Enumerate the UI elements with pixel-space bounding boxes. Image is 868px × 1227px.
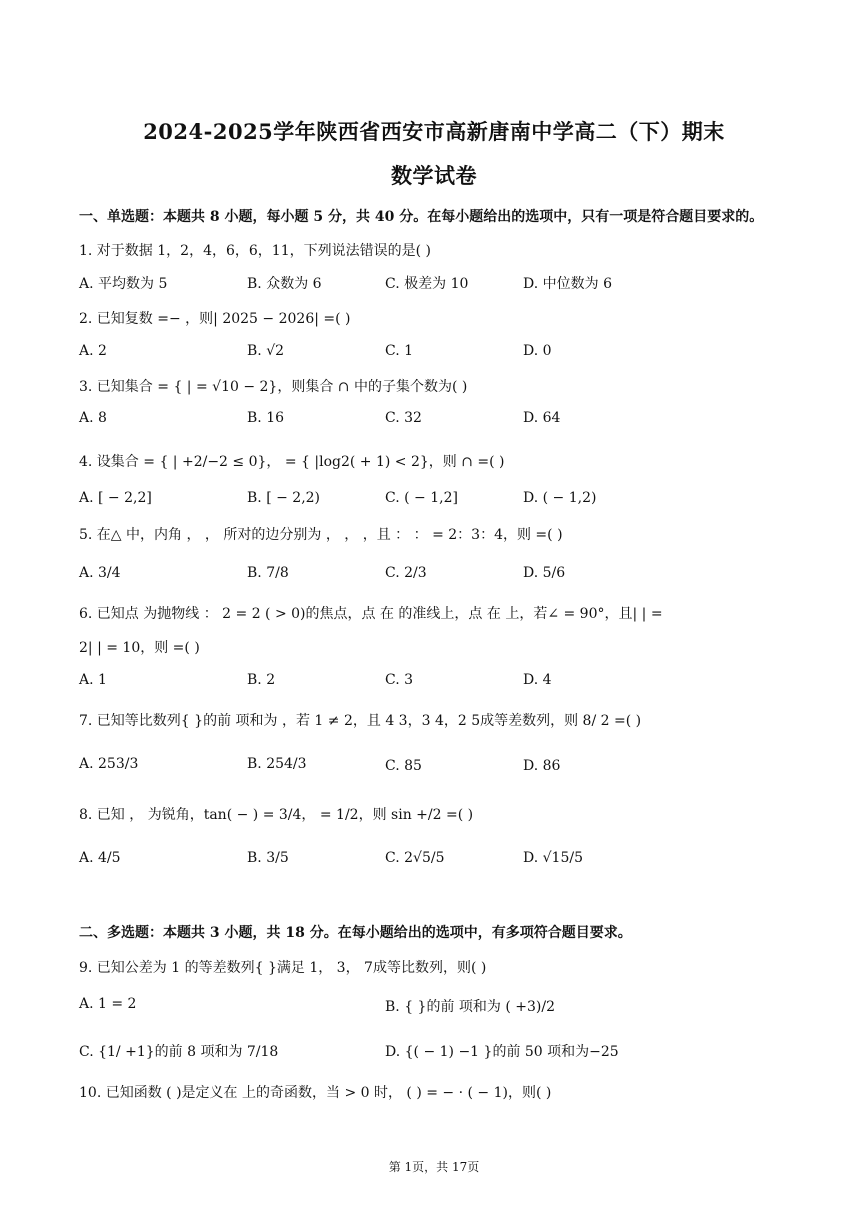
question-9-stem: 9. 已知公差为 1 的等差数列{ }满足 1， 3， 7成等比数列，则( ) [79, 960, 487, 976]
question-5-option-b: B. 7/8 [247, 565, 289, 581]
exam-title: 2024-2025学年陕西省西安市高新唐南中学高二（下）期末 [143, 119, 725, 144]
question-6-stem: 6. 已知点 为抛物线 ： 2 = 2 ( > 0)的焦点，点 在 的准线上，点 在 上，若∠ = 90°，且| | = [79, 606, 663, 622]
question-1-stem: 1. 对于数据 1，2，4，6，6，11，下列说法错误的是( ) [79, 243, 431, 259]
question-1-option-b: B. 众数为 6 [247, 276, 322, 292]
question-10-stem: 10. 已知函数 ( )是定义在 上的奇函数，当 > 0 时， ( ) = − · ( − 1)，则( ) [79, 1085, 552, 1101]
question-7-option-b: B. 254/3 [247, 756, 307, 772]
question-1-option-c: C. 极差为 10 [385, 276, 469, 292]
question-6-option-c: C. 3 [385, 672, 414, 688]
question-5-stem: 5. 在△ 中，内角 ， ， 所对的边分别为 ， ， ，且 ： ： = 2：3：4，则 =( ) [79, 527, 563, 543]
question-5-option-d: D. 5/6 [523, 565, 566, 581]
question-9-option-a: A. 1 = 2 [79, 996, 137, 1012]
section-heading-multiple-choice: 二、多选题：本题共 3 小题，共 18 分。在每小题给出的选项中，有多项符合题目要求。 [79, 925, 632, 941]
question-3-stem: 3. 已知集合 = { | = √10 − 2}，则集合 ∩ 中的子集个数为( ) [79, 379, 468, 395]
question-7-option-d: D. 86 [523, 758, 561, 774]
question-7-option-a: A. 253/3 [79, 756, 139, 772]
question-2-stem: 2. 已知复数 =− ，则| 2025 − 2026| =( ) [79, 311, 351, 327]
question-3-option-d: D. 64 [523, 410, 561, 426]
question-1-option-a: A. 平均数为 5 [79, 276, 168, 292]
question-2-option-b: B. √2 [247, 343, 285, 359]
question-9-option-b: B. { }的前 项和为 ( +3)/2 [385, 999, 555, 1015]
question-1-option-d: D. 中位数为 6 [523, 276, 612, 292]
question-9-option-d: D. {( − 1) −1 }的前 50 项和为−25 [385, 1044, 619, 1060]
question-9-option-c: C. {1/ +1}的前 8 项和为 7/18 [79, 1044, 279, 1060]
question-4-option-b: B. [ − 2,2) [247, 490, 321, 506]
question-7-option-c: C. 85 [385, 758, 422, 774]
question-3-option-a: A. 8 [79, 410, 107, 426]
question-5-option-a: A. 3/4 [79, 565, 121, 581]
question-2-option-c: C. 1 [385, 343, 414, 359]
question-8-option-c: C. 2√5/5 [385, 850, 445, 866]
question-6-option-d: D. 4 [523, 672, 552, 688]
question-4-option-d: D. ( − 1,2) [523, 490, 597, 506]
question-4-stem: 4. 设集合 = { | +2/−2 ≤ 0}， = { |log2( + 1) < 2}，则 ∩ =( ) [79, 454, 505, 470]
section-heading-single-choice: 一、单选题：本题共 8 小题，每小题 5 分，共 40 分。在每小题给出的选项中，只有一项是符合题目要求的。 [79, 209, 764, 225]
page-footer: 第 1页，共 17页 [388, 1160, 480, 1174]
question-7-stem: 7. 已知等比数列{ }的前 项和为 ，若 1 ≠ 2，且 4 3，3 4，2 5成等差数列，则 8/ 2 =( ) [79, 713, 642, 729]
question-4-option-a: A. [ − 2,2] [79, 490, 152, 506]
question-8-stem: 8. 已知 ， 为锐角，tan( − ) = 3/4， = 1/2，则 sin +/2 =( ) [79, 807, 474, 823]
question-4-option-c: C. ( − 1,2] [385, 490, 458, 506]
question-6-option-a: A. 1 [79, 672, 107, 688]
question-3-option-c: C. 32 [385, 410, 422, 426]
question-8-option-b: B. 3/5 [247, 850, 289, 866]
question-6-option-b: B. 2 [247, 672, 276, 688]
question-6-stem-continued: 2| | = 10，则 =( ) [79, 640, 200, 656]
exam-subtitle: 数学试卷 [391, 163, 477, 188]
question-8-option-d: D. √15/5 [523, 850, 583, 866]
question-2-option-d: D. 0 [523, 343, 552, 359]
question-8-option-a: A. 4/5 [79, 850, 121, 866]
question-3-option-b: B. 16 [247, 410, 285, 426]
question-2-option-a: A. 2 [79, 343, 107, 359]
question-5-option-c: C. 2/3 [385, 565, 427, 581]
